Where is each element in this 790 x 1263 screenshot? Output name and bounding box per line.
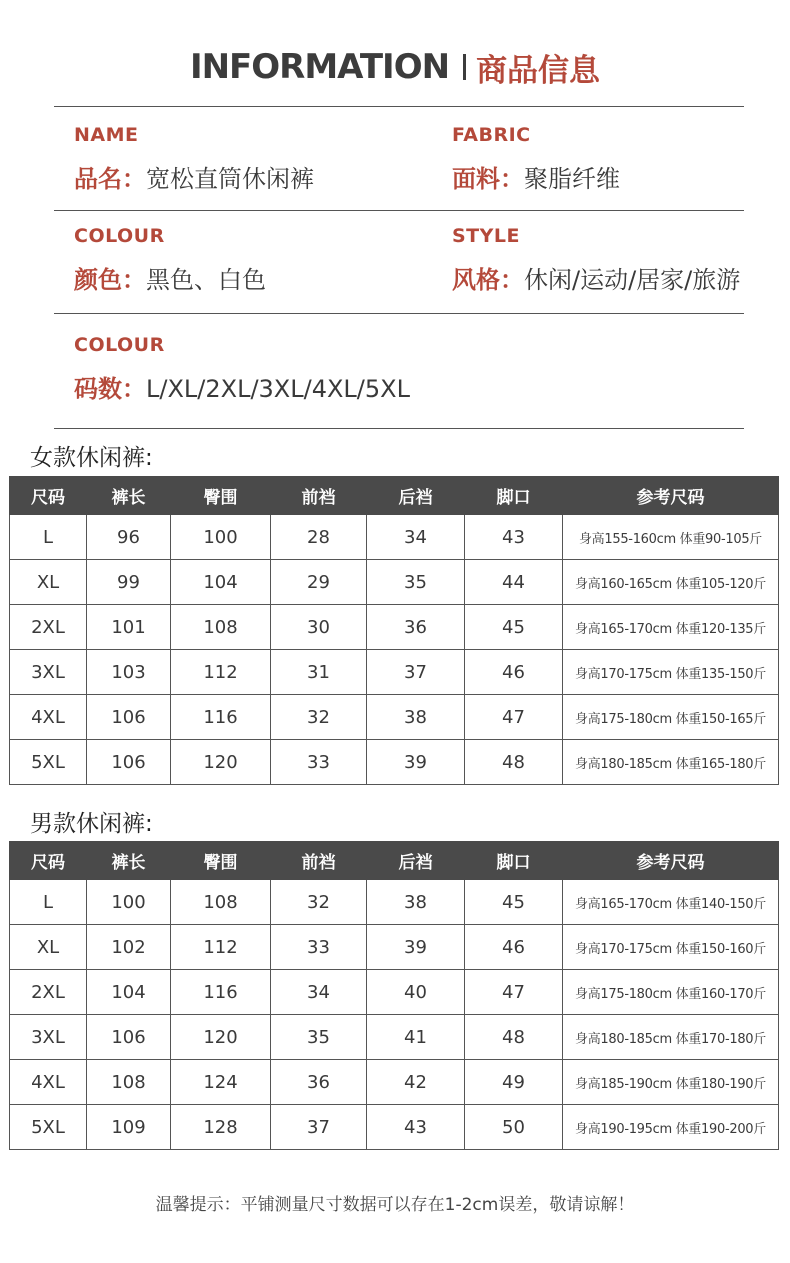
reference-size-cell: 身高170-175cm 体重135-150斤 — [563, 650, 779, 695]
column-header: 脚口 — [465, 842, 563, 880]
table-cell: 4XL — [10, 1060, 87, 1105]
table-cell: 33 — [271, 740, 367, 785]
reference-size-cell: 身高190-195cm 体重190-200斤 — [563, 1105, 779, 1150]
column-header: 裤长 — [87, 842, 171, 880]
page-header — [0, 44, 790, 90]
table-cell: 106 — [87, 695, 171, 740]
column-header: 脚口 — [465, 477, 563, 515]
reference-size-cell: 身高180-185cm 体重170-180斤 — [563, 1015, 779, 1060]
table-cell: 128 — [171, 1105, 271, 1150]
field-size — [74, 333, 410, 405]
table-cell: 49 — [465, 1060, 563, 1105]
women-size-table — [9, 476, 779, 785]
table-cell: 28 — [271, 515, 367, 560]
table-cell: 124 — [171, 1060, 271, 1105]
table-cell: 108 — [87, 1060, 171, 1105]
table-cell: 5XL — [10, 1105, 87, 1150]
field-fabric — [452, 123, 620, 195]
table-cell: 102 — [87, 925, 171, 970]
column-header: 裤长 — [87, 477, 171, 515]
table-cell: 46 — [465, 925, 563, 970]
table-cell: 42 — [367, 1060, 465, 1105]
column-header: 参考尺码 — [563, 477, 779, 515]
reference-size-cell: 身高185-190cm 体重180-190斤 — [563, 1060, 779, 1105]
divider — [54, 210, 744, 211]
table-cell: 32 — [271, 695, 367, 740]
title-separator — [463, 54, 466, 80]
table-cell: 32 — [271, 880, 367, 925]
table-cell: 41 — [367, 1015, 465, 1060]
column-header: 臀围 — [171, 477, 271, 515]
table-cell: 40 — [367, 970, 465, 1015]
column-header: 前裆 — [271, 842, 367, 880]
column-header: 臀围 — [171, 842, 271, 880]
colour-value: 黑色、白色 — [146, 266, 266, 294]
table-cell: 37 — [271, 1105, 367, 1150]
table-cell: 39 — [367, 740, 465, 785]
table-cell: 34 — [367, 515, 465, 560]
table-header-row — [10, 842, 779, 880]
table-cell: 106 — [87, 1015, 171, 1060]
table-cell: 116 — [171, 970, 271, 1015]
style-label-cn: 风格： — [452, 266, 524, 294]
fabric-value: 聚脂纤维 — [524, 165, 620, 193]
divider — [54, 106, 744, 107]
table-cell: 48 — [465, 740, 563, 785]
table-row — [10, 925, 779, 970]
table-cell: 120 — [171, 1015, 271, 1060]
table-cell: XL — [10, 560, 87, 605]
reference-size-cell: 身高180-185cm 体重165-180斤 — [563, 740, 779, 785]
size-value: L/XL/2XL/3XL/4XL/5XL — [146, 375, 410, 403]
table-cell: 108 — [171, 880, 271, 925]
table-cell: 34 — [271, 970, 367, 1015]
table-row — [10, 560, 779, 605]
column-header: 前裆 — [271, 477, 367, 515]
table-cell: 37 — [367, 650, 465, 695]
table-cell: 99 — [87, 560, 171, 605]
table-cell: 106 — [87, 740, 171, 785]
field-style — [452, 224, 740, 296]
table-cell: 35 — [271, 1015, 367, 1060]
table-cell: 96 — [87, 515, 171, 560]
fabric-label-en: FABRIC — [452, 124, 531, 146]
table-cell: 104 — [171, 560, 271, 605]
table-header-row — [10, 477, 779, 515]
table-cell: 109 — [87, 1105, 171, 1150]
column-header: 后裆 — [367, 842, 465, 880]
name-label-cn: 品名： — [74, 165, 146, 193]
table-cell: 116 — [171, 695, 271, 740]
table-cell: 36 — [367, 605, 465, 650]
table-row — [10, 1015, 779, 1060]
table-cell: 43 — [465, 515, 563, 560]
size-label-cn: 码数： — [74, 375, 146, 403]
table-cell: 30 — [271, 605, 367, 650]
table-row — [10, 970, 779, 1015]
reference-size-cell: 身高170-175cm 体重150-160斤 — [563, 925, 779, 970]
table-row — [10, 695, 779, 740]
table-row — [10, 650, 779, 695]
table-cell: 120 — [171, 740, 271, 785]
table-cell: 47 — [465, 970, 563, 1015]
style-label-en: STYLE — [452, 225, 520, 247]
colour-label-en: COLOUR — [74, 225, 165, 247]
column-header: 后裆 — [367, 477, 465, 515]
table-cell: 4XL — [10, 695, 87, 740]
column-header: 尺码 — [10, 842, 87, 880]
table-cell: 2XL — [10, 970, 87, 1015]
table-cell: 112 — [171, 925, 271, 970]
column-header: 尺码 — [10, 477, 87, 515]
name-value: 宽松直筒休闲裤 — [146, 165, 314, 193]
men-size-table — [9, 841, 779, 1150]
table-cell: 45 — [465, 605, 563, 650]
size-label-en: COLOUR — [74, 334, 165, 356]
table-cell: 112 — [171, 650, 271, 695]
table-cell: 108 — [171, 605, 271, 650]
table-cell: 45 — [465, 880, 563, 925]
reference-size-cell: 身高160-165cm 体重105-120斤 — [563, 560, 779, 605]
table-cell: 31 — [271, 650, 367, 695]
table-cell: 2XL — [10, 605, 87, 650]
table-cell: 47 — [465, 695, 563, 740]
footer-note: 温馨提示：平铺测量尺寸数据可以存在1-2cm误差，敬请谅解！ — [155, 1195, 635, 1215]
table-cell: 100 — [87, 880, 171, 925]
reference-size-cell: 身高165-170cm 体重140-150斤 — [563, 880, 779, 925]
table-row — [10, 515, 779, 560]
table-cell: 46 — [465, 650, 563, 695]
table-cell: 3XL — [10, 650, 87, 695]
men-table-title: 男款休闲裤: — [30, 811, 153, 837]
title-en: INFORMATION — [189, 47, 450, 87]
table-row — [10, 1105, 779, 1150]
table-cell: 33 — [271, 925, 367, 970]
table-cell: 100 — [171, 515, 271, 560]
women-table-title: 女款休闲裤: — [30, 445, 153, 471]
table-row — [10, 1060, 779, 1105]
fabric-label-cn: 面料： — [452, 165, 524, 193]
name-label-en: NAME — [74, 124, 139, 146]
title-cn: 商品信息 — [476, 52, 601, 89]
divider — [54, 313, 744, 314]
table-row — [10, 740, 779, 785]
table-row — [10, 880, 779, 925]
table-cell: 35 — [367, 560, 465, 605]
table-cell: 101 — [87, 605, 171, 650]
reference-size-cell: 身高175-180cm 体重150-165斤 — [563, 695, 779, 740]
table-cell: XL — [10, 925, 87, 970]
table-cell: 44 — [465, 560, 563, 605]
field-colour — [74, 224, 266, 296]
table-cell: 103 — [87, 650, 171, 695]
table-cell: 43 — [367, 1105, 465, 1150]
style-value: 休闲/运动/居家/旅游 — [524, 266, 741, 294]
table-cell: 48 — [465, 1015, 563, 1060]
table-cell: 36 — [271, 1060, 367, 1105]
field-name — [74, 123, 314, 195]
table-row — [10, 605, 779, 650]
table-cell: 50 — [465, 1105, 563, 1150]
table-cell: 38 — [367, 880, 465, 925]
column-header: 参考尺码 — [563, 842, 779, 880]
divider — [54, 428, 744, 429]
table-cell: 39 — [367, 925, 465, 970]
table-cell: 5XL — [10, 740, 87, 785]
table-cell: L — [10, 880, 87, 925]
reference-size-cell: 身高175-180cm 体重160-170斤 — [563, 970, 779, 1015]
reference-size-cell: 身高165-170cm 体重120-135斤 — [563, 605, 779, 650]
table-cell: 29 — [271, 560, 367, 605]
colour-label-cn: 颜色： — [74, 266, 146, 294]
table-cell: L — [10, 515, 87, 560]
table-cell: 3XL — [10, 1015, 87, 1060]
table-cell: 38 — [367, 695, 465, 740]
table-cell: 104 — [87, 970, 171, 1015]
reference-size-cell: 身高155-160cm 体重90-105斤 — [563, 515, 779, 560]
